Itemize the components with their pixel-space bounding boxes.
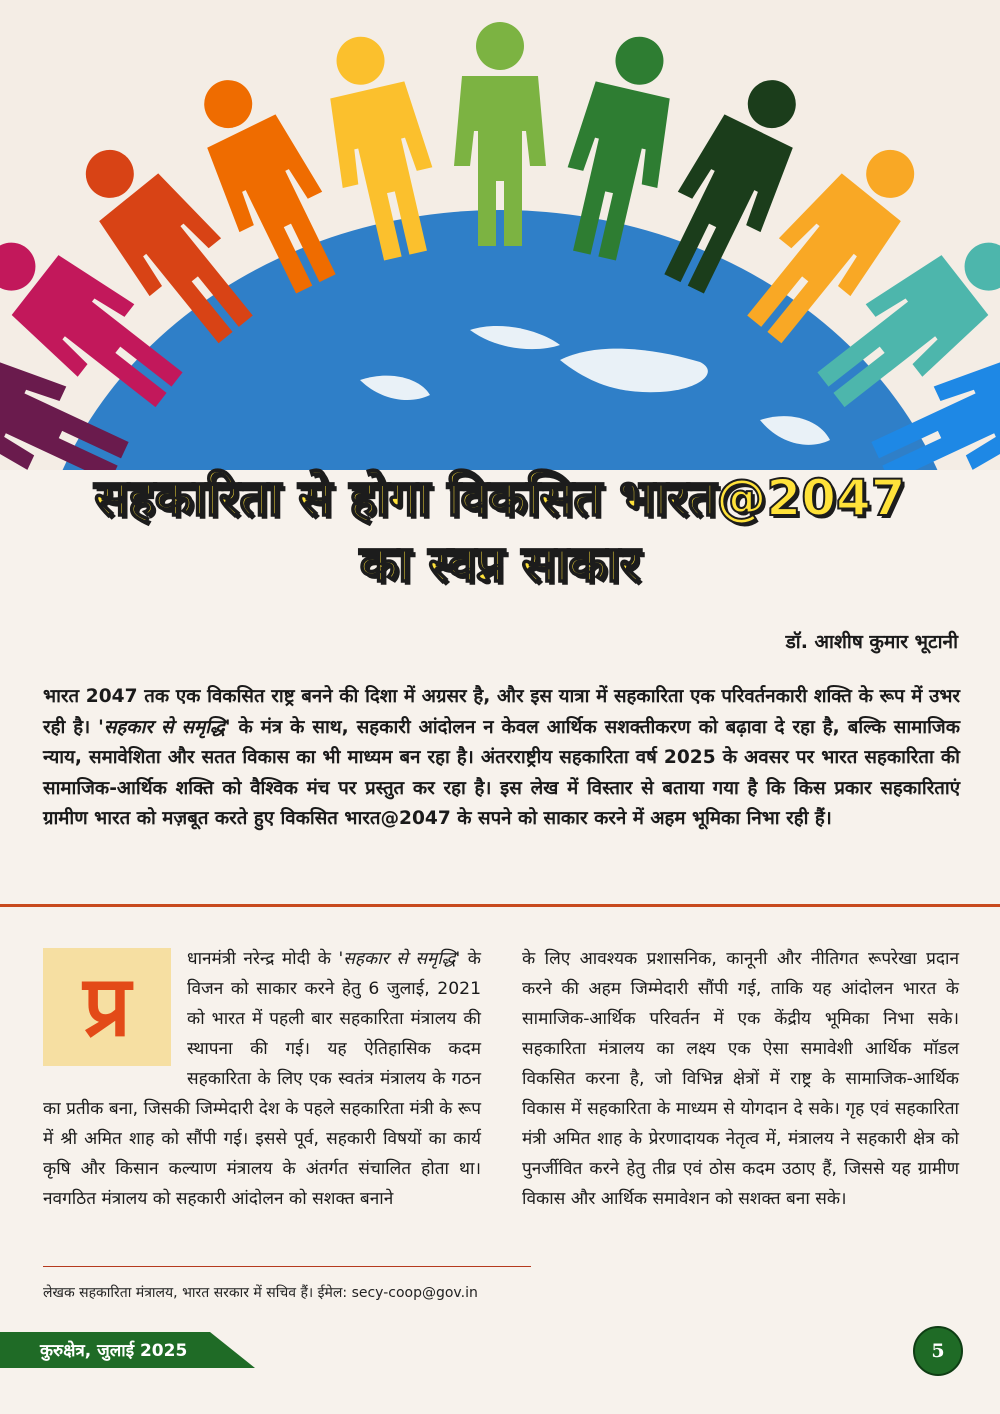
col1-text-1: धानमंत्री नरेन्द्र मोदी के (187, 949, 339, 969)
col1-quote: 'सहकार से समृद्धि' (338, 949, 461, 969)
page-number: 5 (913, 1326, 963, 1376)
drop-cap: प्र (43, 948, 171, 1066)
author-footnote: लेखक सहकारिता मंत्रालय, भारत सरकार में सचिव हैं। ईमेल: secy-coop@gov.in (43, 1285, 478, 1301)
lead-text-1: भारत 2047 तक एक विकसित राष्ट्र बनने की दिशा में अग्रसर है, और इस यात्रा में सहकारिता एक परिवर्तनकारी शक्ति के रूप में उभर रही है। (43, 686, 960, 738)
lead-paragraph (43, 682, 960, 835)
footnote-divider (43, 1266, 531, 1267)
lead-text-2: के मंत्र के साथ, सहकारी आंदोलन न केवल आर्थिक सशक्तीकरण को बढ़ावा दे रहा है, बल्कि सामाजिक न्याय, समावेशिता और सतत विकास का भी माध्यम बन रहा है। अंतरराष्ट्रीय सहकारिता वर्ष 2025 के अवसर पर भारत सहकारिता की सामाजिक-आर्थिक शक्ति को वैश्विक मंच पर प्रस्तुत कर रहा है। इस लेख में विस्तार से बताया गया है कि किस प्रकार सहकारिताएं ग्रामीण भारत को मज़बूत करते हुए विकसित भारत@2047 के सपने को साकार करने में अहम भूमिका निभा रही हैं। (43, 716, 960, 829)
col1-text-2: के विजन को साकार करने हेतु 6 जुलाई, 2021 को भारत में पहली बार सहकारिता मंत्रालय की स्थापना की गई। यह ऐतिहासिक कदम सहकारिता के लिए एक स्वतंत्र मंत्रालय के गठन का प्रतीक बना, जिसकी जिम्मेदारी देश के पहले सहकारिता मंत्री के रूप में श्री अमित शाह को सौंपी गई। इससे पूर्व, सहकारी विषयों का कार्य कृषि और किसान कल्याण मंत्रालय के अंतर्गत संचालित होता था। नवगठित मंत्रालय को सहकारी आंदोलन को सशक्त बनाने (43, 949, 481, 1209)
lead-quote: 'सहकार से समृद्धि' (98, 716, 231, 738)
hero-illustration (0, 0, 1000, 470)
author-name: डॉ. आशीष कुमार भूटानी (785, 631, 958, 653)
article-title-line1: सहकारिता से होगा विकसित भारत@2047 (94, 469, 906, 527)
section-divider (0, 904, 1000, 907)
globe-people-image (0, 0, 1000, 470)
magazine-name-date: कुरुक्षेत्र, जुलाई 2025 (40, 1341, 188, 1361)
body-column-2: के लिए आवश्यक प्रशासनिक, कानूनी और नीतिगत रूपरेखा प्रदान करने की अहम जिम्मेदारी सौंपी गई, ताकि यह आंदोलन भारत के सामाजिक-आर्थिक परिवर्तन में एक केंद्रीय भूमिका निभा सके। सहकारिता मंत्रालय का लक्ष्य एक ऐसा समावेशी आर्थिक मॉडल विकसित करना है, जो विभिन्न क्षेत्रों में राष्ट्र के सामाजिक-आर्थिक विकास में सहकारिता के माध्यम से योगदान दे सके। गृह एवं सहकारिता मंत्री अमित शाह के प्रेरणादायक नेतृत्व में, मंत्रालय ने सहकारी क्षेत्र को पुनर्जीवित करने हेतु तीव्र एवं ठोस कदम उठाए हैं, जिससे यह ग्रामीण विकास और आर्थिक समावेशन को सशक्त बना सके। (522, 949, 959, 1209)
body-column-1 (43, 944, 481, 1214)
article-title-line2: का स्वप्न साकार (359, 535, 641, 593)
